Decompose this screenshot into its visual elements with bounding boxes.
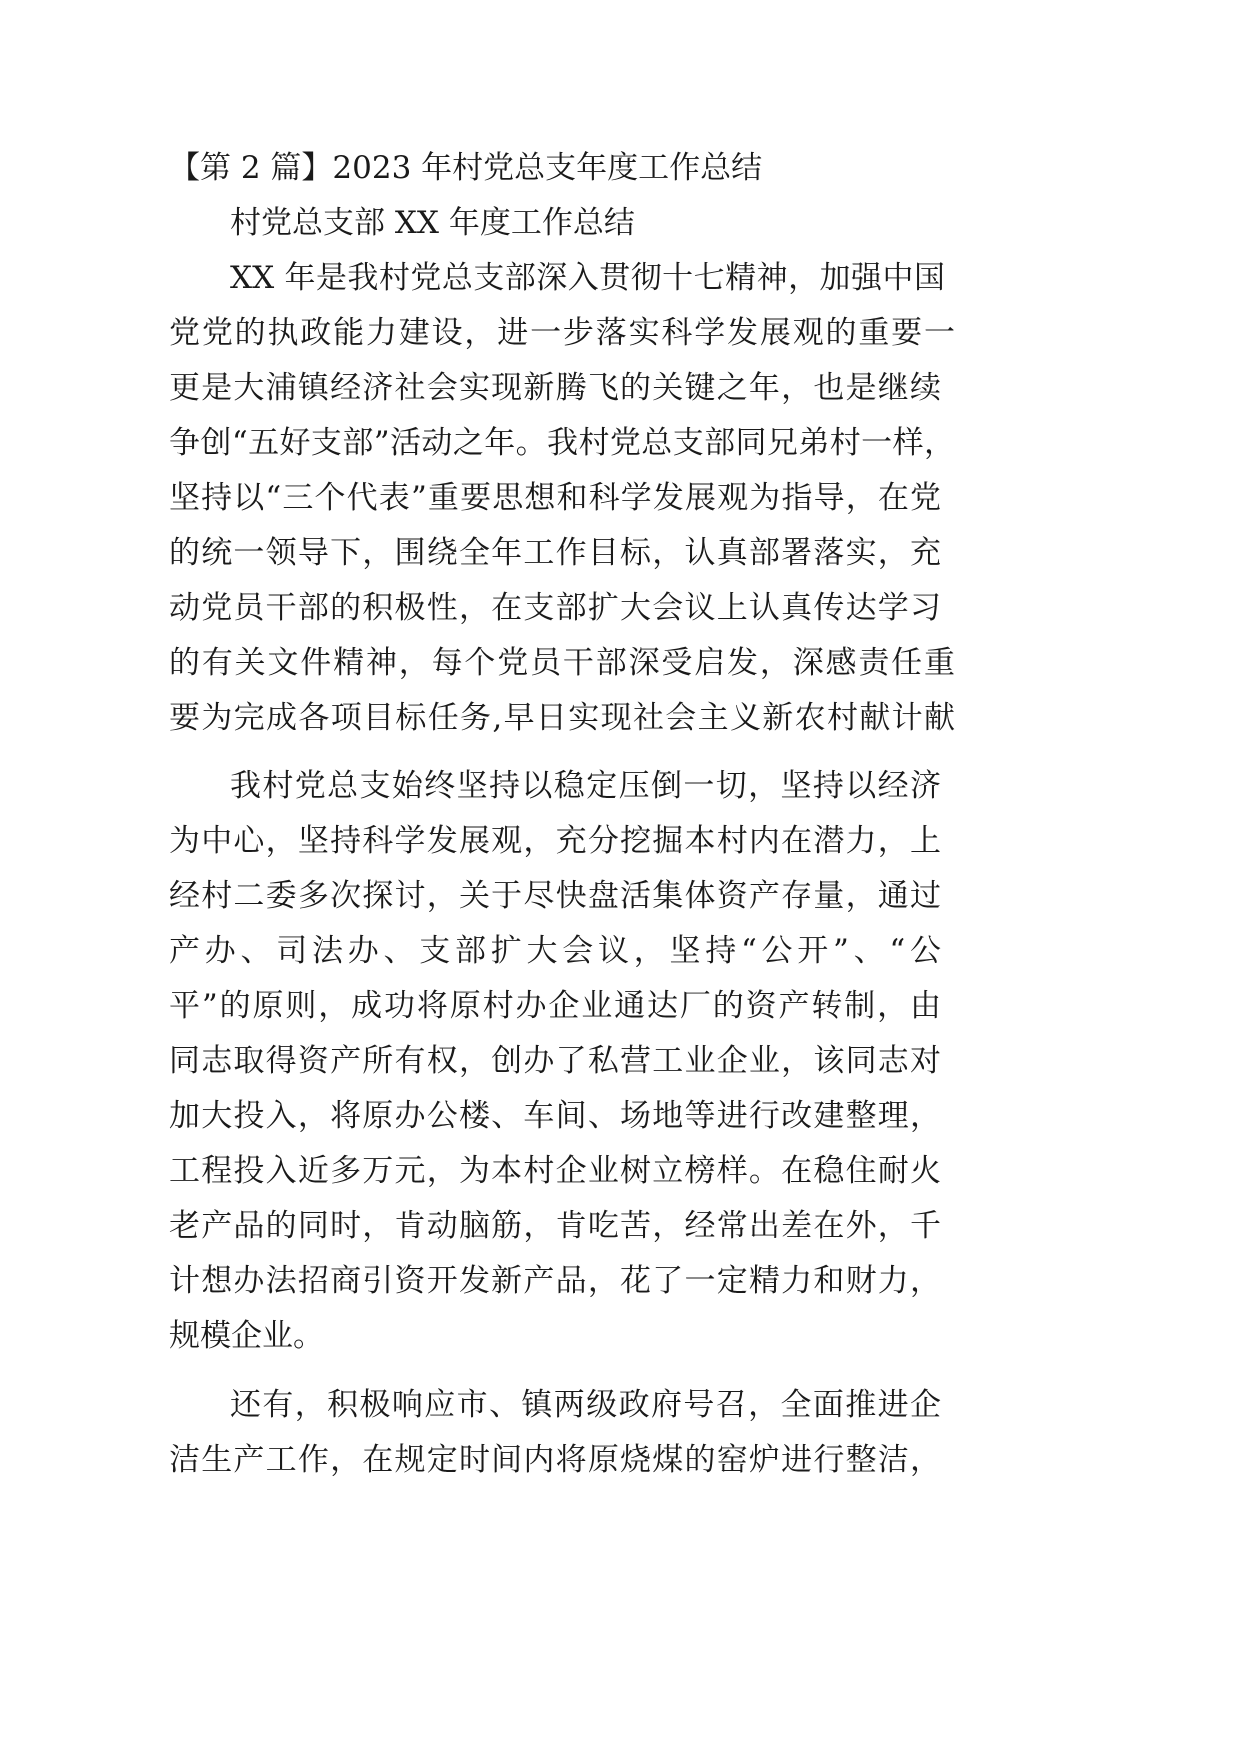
paragraph-line: 洁生产工作，在规定时间内将原烧煤的窑炉进行整洁， <box>169 1442 941 1478</box>
paragraph-line: 坚持以“三个代表”重要思想和科学发展观为指导，在党 <box>169 480 941 516</box>
paragraph-line: 要为完成各项目标任务,早日实现社会主义新农村献计献 <box>169 700 955 736</box>
paragraph-line: 的有关文件精神，每个党员干部深受启发，深感责任重 <box>169 645 955 681</box>
paragraph-line: 动党员干部的积极性，在支部扩大会议上认真传达学习 <box>169 590 941 626</box>
paragraph-line: 我村党总支始终坚持以稳定压倒一切，坚持以经济 <box>230 768 941 804</box>
paragraph-line: 争创“五好支部”活动之年。我村党总支部同兄弟村一样， <box>169 425 955 461</box>
paragraph-line: 老产品的同时，肯动脑筋，肯吃苦，经常出差在外，千 <box>169 1208 941 1244</box>
paragraph-line: 经村二委多次探讨，关于尽快盘活集体资产存量，通过 <box>169 878 941 914</box>
paragraph-line: 党党的执政能力建设，进一步落实科学发展观的重要一 <box>169 315 955 351</box>
document-title: 【第 2 篇】2023 年村党总支年度工作总结 <box>169 150 763 186</box>
paragraph-line: 同志取得资产所有权，创办了私营工业企业，该同志对 <box>169 1043 941 1079</box>
paragraph-line: 计想办法招商引资开发新产品，花了一定精力和财力， <box>169 1263 941 1299</box>
paragraph-line: 平”的原则，成功将原村办企业通达厂的资产转制，由 <box>169 988 941 1024</box>
paragraph-line: 工程投入近多万元，为本村企业树立榜样。在稳住耐火 <box>169 1153 941 1189</box>
document-subtitle: 村党总支部 XX 年度工作总结 <box>230 205 635 241</box>
paragraph-line: 产办、司法办、支部扩大会议，坚持“公开”、“公 <box>169 933 941 969</box>
paragraph-line: 还有，积极响应市、镇两级政府号召，全面推进企 <box>230 1387 941 1423</box>
paragraph-line: XX 年是我村党总支部深入贯彻十七精神，加强中国 <box>230 260 945 296</box>
paragraph-line: 的统一领导下，围绕全年工作目标，认真部署落实，充 <box>169 535 941 571</box>
paragraph-line: 为中心，坚持科学发展观，充分挖掘本村内在潜力，上 <box>169 823 941 859</box>
paragraph-line: 加大投入，将原办公楼、车间、场地等进行改建整理， <box>169 1098 941 1134</box>
paragraph-line: 规模企业。 <box>169 1318 324 1354</box>
paragraph-line: 更是大浦镇经济社会实现新腾飞的关键之年，也是继续 <box>169 370 941 406</box>
